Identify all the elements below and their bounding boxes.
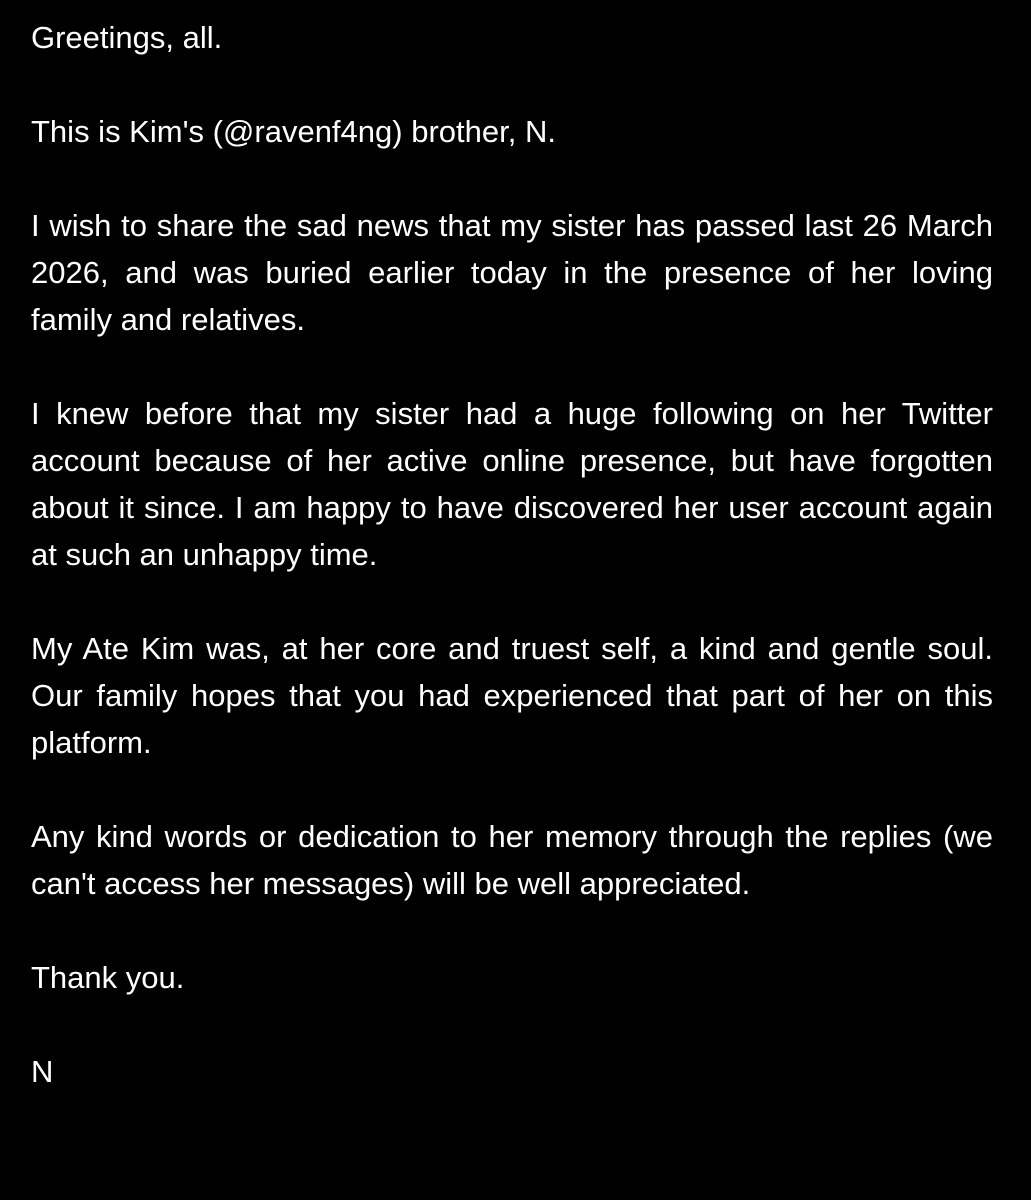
letter-body <box>31 14 993 1095</box>
intro-paragraph: This is Kim's (@ravenf4ng) brother, N. <box>31 114 556 149</box>
thanks-paragraph: Thank you. <box>31 960 185 995</box>
greeting-paragraph: Greetings, all. <box>31 20 223 55</box>
signature: N <box>31 1054 54 1089</box>
news-paragraph: I wish to share the sad news that my sister has passed last 26 March 2026, and was buried earlier today in the presence of her loving family and relatives. <box>31 208 993 337</box>
request-paragraph: Any kind words or dedication to her memory through the replies (we can't access her messages) will be well appreciated. <box>31 819 993 901</box>
account-paragraph: I knew before that my sister had a huge following on her Twitter account because of her active online presence, but have forgotten about it since. I am happy to have discovered her user account again at such an unhappy time. <box>31 396 993 572</box>
memory-paragraph: My Ate Kim was, at her core and truest self, a kind and gentle soul. Our family hopes that you had experienced that part of her on this platform. <box>31 631 993 760</box>
